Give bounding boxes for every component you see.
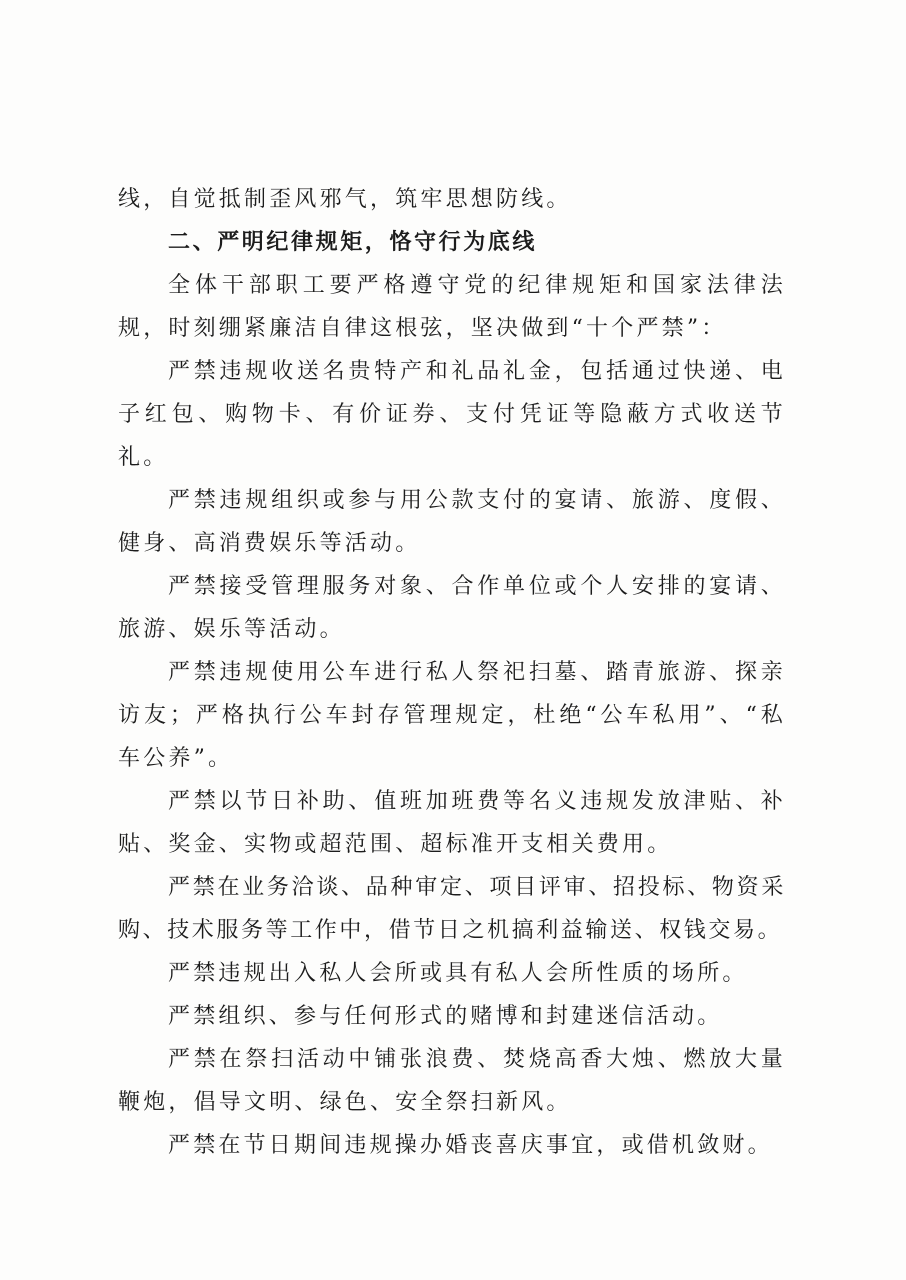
prohibition-item-8: 严禁组织、参与任何形式的赌博和封建迷信活动。 <box>168 1004 723 1029</box>
prohibition-item-6: 严禁在业务洽谈、品种审定、项目评审、招投标、物资采购、技术服务等工作中，借节日之机搞利益输送、权钱交易。 <box>118 875 786 943</box>
document-body <box>118 178 786 1167</box>
section-heading: 二、严明纪律规矩，恪守行为底线 <box>168 230 538 255</box>
prohibition-item-1: 严禁违规收送名贵特产和礼品礼金，包括通过快递、电子红包、购物卡、有价证券、支付凭证等隐蔽方式收送节礼。 <box>118 359 786 470</box>
continuation-paragraph: 线，自觉抵制歪风邪气，筑牢思想防线。 <box>118 187 572 212</box>
prohibition-item-4: 严禁违规使用公车进行私人祭祀扫墓、踏青旅游、探亲访友；严格执行公车封存管理规定，杜绝“公车私用”、“私车公养”。 <box>118 660 786 771</box>
prohibition-item-7: 严禁违规出入私人会所或具有私人会所性质的场所。 <box>168 961 748 986</box>
prohibition-item-3: 严禁接受管理服务对象、合作单位或个人安排的宴请、旅游、娱乐等活动。 <box>118 574 786 642</box>
intro-paragraph: 全体干部职工要严格遵守党的纪律规矩和国家法律法规，时刻绷紧廉洁自律这根弦，坚决做到“十个严禁”： <box>118 273 786 341</box>
prohibition-item-2: 严禁违规组织或参与用公款支付的宴请、旅游、度假、健身、高消费娱乐等活动。 <box>118 488 786 556</box>
prohibition-item-5: 严禁以节日补助、值班加班费等名义违规发放津贴、补贴、奖金、实物或超范围、超标准开支相关费用。 <box>118 789 786 857</box>
prohibition-item-9: 严禁在祭扫活动中铺张浪费、焚烧高香大烛、燃放大量鞭炮，倡导文明、绿色、安全祭扫新风。 <box>118 1047 786 1115</box>
prohibition-item-10: 严禁在节日期间违规操办婚丧喜庆事宜，或借机敛财。 <box>168 1133 773 1158</box>
